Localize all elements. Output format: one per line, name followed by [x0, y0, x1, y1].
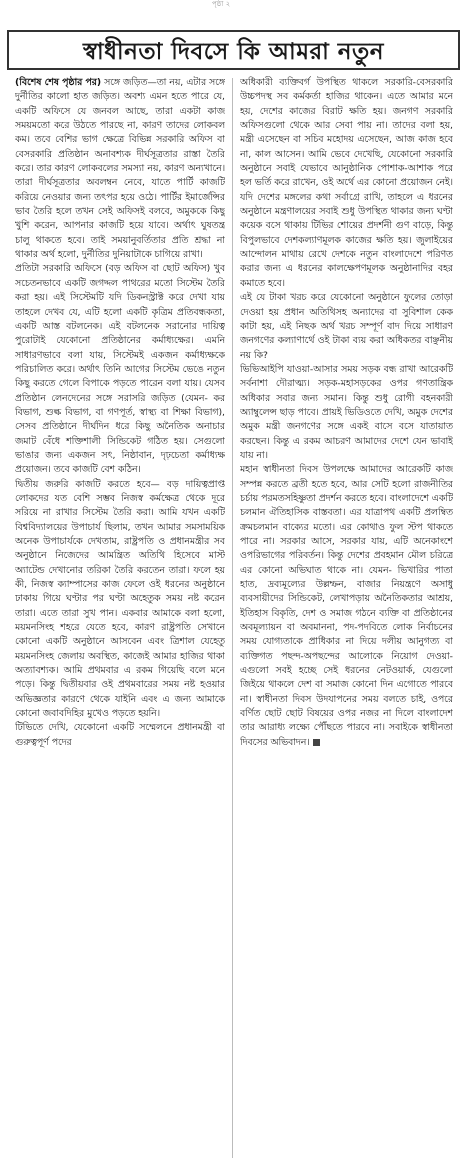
- right-paragraph-1: অধিকারী ব্যক্তিবর্গ উপস্থিত থাকলে সরকারি-বেসরকারি উচ্চপদস্থ সব কর্মকর্তা হাজির থাকেন। এতে আমার মনে হয়, দেশের কাজের বিরাট ক্ষতি হয়। জনগণ সরকারি অফিসগুলো থেকে আর সেবা পায় না। তাদের বলা হয়, মন্ত্রী এসেছেন বা সচিব মহোদয় এসেছেন, আজ কাজ হবে না, কাল আসেন। আমি ভেবে দেখেছি, যেকোনো সরকারি অনুষ্ঠানে সবাই যেভাবে আনুষ্ঠানিক পোশাক-আশাক পরে হল ভর্তি করে রাখেন, ওই অর্থে এর কোনো প্রয়োজন নেই। যদি দেশের মঙ্গলের কথা সর্বাগ্রে রাখি, তাহলে এ ধরনের অনুষ্ঠানে মন্ত্রণালয়ের সবাই শুধু উপস্থিত থাকার জন্য ঘণ্টা কয়েক বসে থাকায় টিভির শোয়ের প্রদর্শনী গুণ বাড়ে, কিন্তু বিপুলভাবে দেশকল্যাণমূলক কাজের ক্ষতি হয়। জুলাইয়ের আন্দোলন মাথায় রেখে দেশকে নতুন বাংলাদেশে পরিণত করার জন্য এ ধরনের কালক্ষেপণমূলক অনুষ্ঠানাদির বহর কমাতে হবে।: [240, 77, 453, 289]
- right-column: [240, 76, 453, 1156]
- left-paragraph-1: [15, 76, 225, 262]
- right-paragraph-4-text: মহান স্বাধীনতা দিবস উপলক্ষে আমাদের আরেকটি কাজ সম্পন্ন করতে ব্রতী হতে হবে, আর সেটি হলো রাজনীতির চর্চায় পরমতসহিষ্ণুতা প্রদর্শন করতে হবে। বাংলাদেশে একটি চলমান ঐতিহাসিক বাস্তবতা। এর যাত্রাপথ একটি প্রলম্বিত ক্রমচলমান বাক্যের মতো। এর কোথাও ফুল স্টপ থাকতে পারে না। সরকার আসে, সরকার যায়, এটি অনেকাংশে ওপরিভাগের পরিবর্তন। কিন্তু দেশের প্রবহমান মৌল চরিত্রে এর কোনো অভিঘাত থাকে না। যেমন- ভিখারির পাতা হাত, দ্রব্যমূল্যের উল্লম্ফন, বাজার নিয়ন্ত্রণে অসাধু ব্যবসায়ীদের সিন্ডিকেট, লেখাপড়ায় অনৈতিকতার আশ্রয়, ইতিহাস বিকৃতি, দেশ ও সমাজ গঠনে ব্যক্তি বা প্রতিষ্ঠানের অবমূল্যায়ন বা অবমাননা, পদ-পদবিতে লোক নির্বাচনের সময় যোগ্যতাকে প্রাধিকার না দিয়ে দলীয় আনুগত্য বা ব্যক্তিগত পছন্দ-অপছন্দের আলোকে নিয়োগ দেওয়া- এগুলো সবই হচ্ছে সেই ধরনের নেটওয়ার্ক, যেগুলো জিইয়ে থাকলে দেশ বা সমাজ কোনো দিন এগোতে পারবে না। স্বাধীনতা দিবস উদযাপনের সময় বলতে চাই, ওপরে বর্ণিত ছোট ছোট বিষয়ের ওপর নজর না দিলে বাংলাদেশ তার আরাধ্য লক্ষ্যে পৌঁছতে পারবে না। সবাইকে স্বাধীনতা দিবসের অভিবাদন।: [240, 464, 453, 748]
- left-paragraph-3: দ্বিতীয় জরুরি কাজটি করতে হবে— বড় দায়িত্বপ্রাপ্ত লোকদের যত বেশি সম্ভব নিজস্ব কর্মক্ষেত্র থেকে দূরে সরিয়ে না রাখার সিস্টেম তৈরি করা। আমি যখন একটি বিশ্ববিদ্যালয়ের উপাচার্য ছিলাম, তখন আমার সমসাময়িক অনেক উপাচার্যকে দেখতাম, রাষ্ট্রপতি ও প্রধানমন্ত্রীর সব অনুষ্ঠানে নিজেদের আমন্ত্রিত অতিথি হিসেবে মাস্ট অ্যাটেন্ড দেখানোর তরিকা তৈরি করতেন তারা। ফলে হয় কী, নিজস্ব ক্যাম্পাসের কাজ ফেলে ওই ধরনের অনুষ্ঠানে ঢাকায় গিয়ে ঘণ্টার পর ঘণ্টা অহেতুক সময় নষ্ট করেন তারা। এতে তারা সুখ পান। একবার আমাকে বলা হলো, ময়মনসিংহ শহরে যেতে হবে, কারণ রাষ্ট্রপতি সেখানে কোনো একটি অনুষ্ঠানে আসবেন এবং ত্রিশাল যেহেতু ময়মনসিংহ জেলায় অবস্থিত, কাজেই আমার হাজির থাকা অত্যাবশ্যক। আমি প্রথমবার এ রকম গিয়েছি বলে মনে পড়ে। কিন্তু দ্বিতীয়বার ওই প্রথমবারের সময় নষ্ট হওয়ার অভিজ্ঞতার কারণে থেকে যাইনি এবং এ জন্য আমাকে কোনো জবাবদিহির মুখেও পড়তে হয়নি।: [15, 478, 225, 720]
- page-marker: পৃষ্ঠা ২: [212, 0, 231, 8]
- column-divider: [232, 78, 233, 1158]
- continuation-lead: (বিশেষ শেষ পৃষ্ঠার পর): [15, 77, 102, 88]
- right-paragraph-2: এই যে টাকা খরচ করে যেকোনো অনুষ্ঠানে ফুলের তোড়া দেওয়া হয় প্রধান অতিথিসহ অন্যাদের বা সুবিশাল কেক কাটা হয়, এই নিছক অর্থ খরচ সম্পূর্ণ বাদ দিয়ে সাধারণ জনগণের কল্যাণার্থে ওই টাকা ব্যয় করা অধিকতর বাঞ্ছনীয় নয় কি?: [240, 292, 453, 361]
- top-margin: [0, 0, 467, 8]
- article-headline: স্বাধীনতা দিবসে কি আমরা নতুন: [82, 38, 385, 65]
- left-paragraph-4: টিভিতে দেখি, যেকোনো একটি সম্মেলনে প্রধানমন্ত্রী বা গুরুত্বপূর্ণ পদের: [15, 722, 225, 748]
- headline-box: [7, 30, 460, 70]
- left-paragraph-1-text: সঙ্গে জড়িত—তা নয়, এটার সঙ্গে দুর্নীতির কালো হাত জড়িত। অবশ্য এমন হতে পারে যে, একটি অফিসে যে জনবল আছে, তারা একটা কাজ সময়মতো করে উঠতে পারছে না, কারণ তাদের লোকবল কম। তবে বেশির ভাগ ক্ষেত্রে বিভিন্ন সরকারি অফিস বা বেসরকারি প্রতিষ্ঠান অনাবশ্যক দীর্ঘসূত্রতার রাস্তা তৈরি করে। তার কারণ লোকবলের সমস্যা নয়, কারণ অন্যখানে। তারা দীর্ঘসূত্রতার অবলম্বন নেবে, যাতে পার্টি কাজটি করিয়ে নেওয়ার জন্য তৎপর হয়ে ওঠে। পার্টির ইমার্জেন্সির ভাব তৈরি হলে তখন সেই অফিসই বলবে, অমুককে কিছু খুশি করেন, আপনার কাজটি হয়ে যাবে। অর্থাৎ ঘুষতন্ত্র চালু থাকতে হবে। তাই সময়ানুবর্তিতার প্রতি শ্রদ্ধা না থাকার অর্থ হলো, দুর্নীতির দুনিয়াটাকে চাগিয়ে রাখা।: [15, 77, 225, 261]
- right-paragraph-3: ভিভিআইপি যাওয়া-আসার সময় সড়ক বন্ধ রাখা আরেকটি সর্বনাশা দৌরাত্ম্য। সড়ক-মহাসড়কের ওপর গণতান্ত্রিক অধিকার সবার জন্য সমান। কিন্তু শুধু রোগী বহনকারী অ্যাম্বুলেন্স ছাড় পাবে। প্রায়ই ভিডিওতে দেখি, অমুক দেশের অমুক মন্ত্রী জনগণের সঙ্গে একই বাসে বসে যাতায়াত করছেন। কিন্তু এ রকম আচরণ আমাদের দেশে যেন ভাবাই যায় না।: [240, 363, 453, 461]
- right-paragraph-4: [240, 463, 453, 750]
- left-paragraph-2: প্রতিটা সরকারি অফিসে (বড় অফিস বা ছোট অফিস) খুব সচেতনভাবে একটি জগদ্দল পাথরের মতো সিস্টেম তৈরি করা হয়। এই সিস্টেমটি যদি ডিকনস্ট্রাক্ট করে দেখা যায় তাহলে দেখব যে, এটি হলো একটি কৃত্রিম প্রতিবন্ধকতা, একটি আস্ত বটলনেক। এই বটলনেক সরানোর দায়িত্ব পুরোটাই যেকোনো প্রতিষ্ঠানের কর্মাধ্যক্ষের। এমনি সাধারণভাবে বলা যায়, সিস্টেমই একজন কর্মাধ্যক্ষকে পরিচালিত করে। অর্থাৎ তিনি আগের সিস্টেম ভেঙে নতুন কিছু করতে গেলে বিপাকে পড়তে পারেন বলা যায়। যেসব প্রতিষ্ঠান লেনদেনের সঙ্গে সরাসরি জড়িত (যেমন- কর বিভাগ, শুল্ক বিভাগ, বা গণপূর্ত, স্বাস্থ্য বা শিক্ষা বিভাগ), সেসব প্রতিষ্ঠানে দীর্ঘদিন ধরে কিছু অনৈতিক অনাচার জমাট বেঁধে শক্তিশালী সিন্ডিকেট গঠিত হয়। সেগুলো ভাঙার জন্য একজন সৎ, নিষ্ঠাবান, দৃঢ়চেতা কর্মাধ্যক্ষ প্রয়োজন। তবে কাজটি বেশ কঠিন।: [15, 263, 225, 476]
- end-of-article-mark: [313, 739, 320, 746]
- left-column: [15, 76, 225, 1156]
